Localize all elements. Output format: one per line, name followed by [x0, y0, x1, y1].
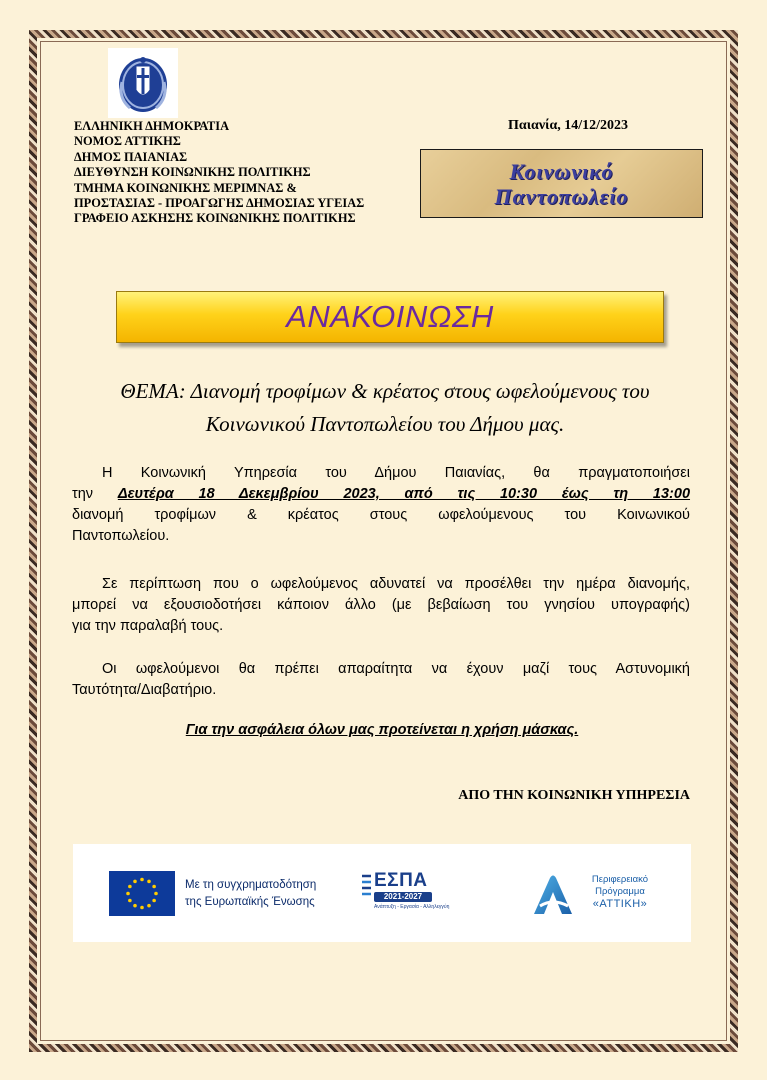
body-line: για την παραλαβή τους. [72, 618, 224, 634]
body-text: την [72, 486, 94, 502]
eu-star [128, 885, 132, 889]
brand-line: Παντοπωλείο [494, 183, 629, 209]
eu-star [126, 892, 130, 896]
funding-footer [73, 844, 691, 942]
attica-text-line: «ΑΤΤΙΚΗ» [592, 898, 648, 910]
body-line: Οι ωφελούμενοι θα πρέπει απαραίτητα να έχουν μαζί τους Αστυνομική [102, 661, 690, 677]
eu-star [140, 906, 144, 910]
attica-program-text [575, 874, 665, 910]
body-line: διανομή τροφίμων & κρέατος στους ωφελούμενους του Κοινωνικού [72, 507, 690, 523]
org-line: ΔΙΕΥΘΥΝΣΗ ΚΟΙΝΩΝΙΚΗΣ ΠΟΛΙΤΙΚΗΣ [74, 165, 311, 180]
eu-star [154, 892, 158, 896]
eu-star [147, 880, 151, 884]
attica-program-logo [528, 866, 668, 924]
body-line: Η Κοινωνική Υπηρεσία του Δήμου Παιανίας, θα πραγματοποιήσει [102, 465, 690, 481]
org-line: ΝΟΜΟΣ ΑΤΤΙΚΗΣ [74, 134, 181, 149]
eu-cofunding-text [185, 877, 316, 911]
eu-flag-icon [109, 871, 175, 916]
eu-star [140, 878, 144, 882]
espa-mark-icon [360, 872, 372, 902]
announcement-title: ΑΝΑΚΟΙΝΩΣΗ [286, 299, 494, 334]
org-line: ΕΛΛΗΝΙΚΗ ΔΗΜΟΚΡΑΤΙΑ [74, 119, 230, 133]
paragraph-distribution [72, 463, 690, 547]
greek-coat-of-arms-icon [108, 48, 178, 118]
eu-star [128, 899, 132, 903]
espa-period: 2021-2027 [374, 892, 432, 902]
eu-star [133, 904, 137, 908]
org-line: ΠΡΟΣΤΑΣΙΑΣ - ΠΡΟΑΓΩΓΗΣ ΔΗΜΟΣΙΑΣ ΥΓΕΙΑΣ [74, 196, 365, 211]
eu-star [152, 899, 156, 903]
eu-text-line: της Ευρωπαϊκής Ένωσης [185, 896, 315, 908]
org-line: ΔΗΜΟΣ ΠΑΙΑΝΙΑΣ [74, 149, 188, 164]
subject-line: ΘΕΜΑ: Διανομή τροφίμων & κρέατος στους ωφελούμενους του [120, 379, 650, 403]
mask-notice: Για την ασφάλεια όλων μας προτείνεται η χρήση μάσκας. [185, 722, 579, 738]
body-line: Παντοπωλείου. [72, 528, 170, 544]
body-line [72, 484, 690, 505]
attica-text-line: Περιφερειακό [591, 874, 649, 885]
espa-logo [360, 870, 450, 916]
espa-tagline: Ανάπτυξη - Εργασία - Αλληλεγγύη [374, 904, 450, 910]
espa-title: ΕΣΠΑ [374, 870, 428, 891]
paragraph-id-required [72, 659, 690, 701]
signoff: ΑΠΟ ΤΗΝ ΚΟΙΝΩΝΙΚΗ ΥΠΗΡΕΣΙΑ [458, 788, 690, 803]
paragraph-authorization [72, 574, 690, 637]
attica-text-line: Πρόγραμμα [595, 886, 645, 897]
social-grocery-logo [420, 149, 703, 218]
org-line: ΓΡΑΦΕΙΟ ΑΣΚΗΣΗΣ ΚΟΙΝΩΝΙΚΗΣ ΠΟΛΙΤΙΚΗΣ [74, 211, 356, 226]
body-line: Ταυτότητα/Διαβατήριο. [72, 682, 217, 698]
eu-star [133, 880, 137, 884]
eu-star [152, 885, 156, 889]
body-line: Σε περίπτωση που ο ωφελούμενος αδυνατεί να προσέλθει την ημέρα διανομής, [102, 576, 690, 592]
org-line: ΤΜΗΜΑ ΚΟΙΝΩΝΙΚΗΣ ΜΕΡΙΜΝΑΣ & [74, 180, 297, 195]
eu-text-line: Με τη συγχρηματοδότηση [185, 879, 317, 891]
body-line: μπορεί να εξουσιοδοτήσει κάποιον άλλο (με βεβαίωση του γνησίου υπογραφής) [72, 597, 690, 613]
announcement-banner [116, 291, 664, 343]
issue-date: Παιανία, 14/12/2023 [508, 118, 629, 133]
subject-heading [60, 375, 710, 441]
date-time-highlight: Δευτέρα 18 Δεκεμβρίου 2023, από τις 10:30 έως τη 13:00 [117, 486, 691, 502]
issuing-authority [74, 119, 434, 227]
brand-line: Κοινωνικό [509, 158, 614, 184]
attica-a-icon [528, 870, 578, 920]
subject-line: Κοινωνικού Παντοπωλείου του Δήμου μας. [205, 412, 565, 436]
eu-star [147, 904, 151, 908]
